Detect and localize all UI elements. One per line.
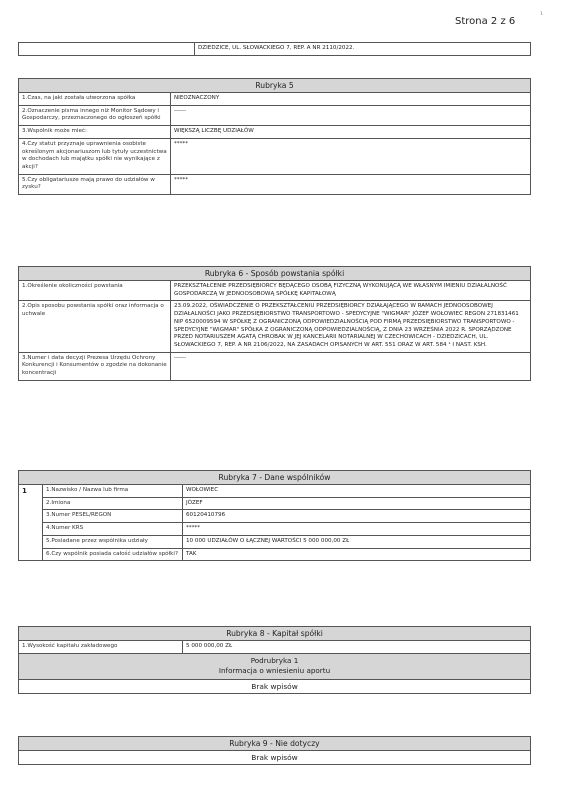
field-label: 1.Określenie okoliczności powstania [19,281,171,301]
rubryka-9 [18,736,531,765]
field-value: ***** [183,523,531,536]
previous-section-continuation [18,42,531,56]
field-value: ***** [171,174,531,194]
field-label: 5.Czy obligatariusze mają prawo do udziałów w zysku? [19,174,171,194]
rubryka-6 [18,266,531,381]
field-label: 3.Wspólnik może mieć: [19,126,171,139]
entry-number: 1 [19,485,43,561]
field-value: WOŁOWIEC [183,485,531,498]
corner-mark: ¹ [540,10,544,19]
field-value: TAK [183,548,531,561]
field-value: WIĘKSZĄ LICZBĘ UDZIAŁÓW [171,126,531,139]
field-value: ***** [171,138,531,174]
field-label: 2.Imiona [43,497,183,510]
field-label: 3.Numer PESEL/REGON [43,510,183,523]
field-label: 4.Numer KRS [43,523,183,536]
field-label: 5.Posiadane przez wspólnika udziały [43,535,183,548]
rubryka-7-title: Rubryka 7 - Dane wspólników [19,471,531,485]
field-value: 10 000 UDZIAŁÓW O ŁĄCZNEJ WARTOŚCI 5 000 000,00 ZŁ [183,535,531,548]
subsection-header [19,653,531,679]
rubryka-7 [18,470,531,561]
subsection-title: Podrubryka 1 [250,655,299,665]
page-number: Strona 2 z 6 [455,16,516,27]
rubryka-9-title: Rubryka 9 - Nie dotyczy [19,737,531,751]
field-label: 1.Czas, na jaki została utworzona spółka [19,93,171,106]
field-value: 60120410796 [183,510,531,523]
rubryka-5-title: Rubryka 5 [19,79,531,93]
no-entries-text: Brak wpisów [19,751,531,765]
rubryka-8-title: Rubryka 8 - Kapitał spółki [19,627,531,641]
field-value: ------ [171,352,531,380]
field-label: 3.Numer i data decyzji Prezesa Urzędu Ochrony Konkurencji i Konsumentów o zgodzie na dokonanie koncentracji [19,352,171,380]
field-label: 1.Nazwisko / Nazwa lub firma [43,485,183,498]
no-entries-text: Brak wpisów [19,679,531,693]
continuation-label-cell [19,43,195,56]
field-value: PRZEKSZTAŁCENIE PRZEDSIĘBIORCY BĘDĄCEGO OSOBĄ FIZYCZNĄ WYKONUJĄCĄ WE WŁASNYM IMIENIU DZIAŁALNOŚĆ GOSPODARCZĄ W JEDNOOSOBOWĄ SPÓŁKĘ KAPITAŁOWĄ [171,281,531,301]
field-value: NIEOZNACZONY [171,93,531,106]
rubryka-6-title: Rubryka 6 - Sposób powstania spółki [19,267,531,281]
field-value: ------ [171,105,531,125]
field-value: 23.09.2022, OŚWIADCZENIE O PRZEKSZTAŁCENIU PRZEDSIĘBIORCY DZIAŁAJĄCEGO W RAMACH JEDNOOSOBOWEJ DZIAŁALNOŚCI JAKO PRZEDSIĘBIORSTWO TRANSPORTOWO - SPEDYCYJNE "WIGMAR" JÓZEF WOŁOWIEC REGON 271831461 NIP 6520009594 W SPÓŁKĘ Z OGRANICZONĄ ODPOWIEDZIALNOŚCIĄ POD FIRMĄ PRZEDSIĘBIORSTWO TRANSPORTOWO - SPEDYCYJNE "WIGMAR" SPÓŁKA Z OGRANICZONĄ ODPOWIEDZIALNOŚCIĄ, Z DNIA 23 WRZEŚNIA 2022 R. SPORZĄDZONE PRZED NOTARIUSZEM AGATĄ CHROBAK W JEJ KANCELARII NOTARIALNEJ W CZECHOWICACH - DZIEDZICACH, UL. SŁOWACKIEGO 7, REP. A NR 2106/2022, NA ZASADACH OPISANYCH W ART. 551 ORAZ W ART. 584 ¹ I NAST. KSH. [171,301,531,352]
field-label: 1.Wysokość kapitału zakładowego [19,641,183,654]
field-value: JÓZEF [183,497,531,510]
field-label: 2.Opis sposobu powstania spółki oraz informacja o uchwale [19,301,171,352]
rubryka-8 [18,626,531,694]
field-label: 4.Czy statut przyznaje uprawnienia osobiste określonym akcjonariuszom lub tytuły uczestnictwa w dochodach lub majątku spółki nie wynikające z akcji? [19,138,171,174]
rubryka-5 [18,78,531,195]
field-value: 5 000 000,00 ZŁ [183,641,531,654]
continuation-value: DZIEDZICE, UL. SŁOWACKIEGO 7, REP. A NR 2110/2022. [195,43,531,56]
subsection-subtitle: Informacja o wniesieniu aportu [218,666,331,676]
field-label: 2.Oznaczenie pisma innego niż Monitor Sądowy i Gospodarczy, przeznaczonego do ogłoszeń spółki [19,105,171,125]
field-label: 6.Czy wspólnik posiada całość udziałów spółki? [43,548,183,561]
